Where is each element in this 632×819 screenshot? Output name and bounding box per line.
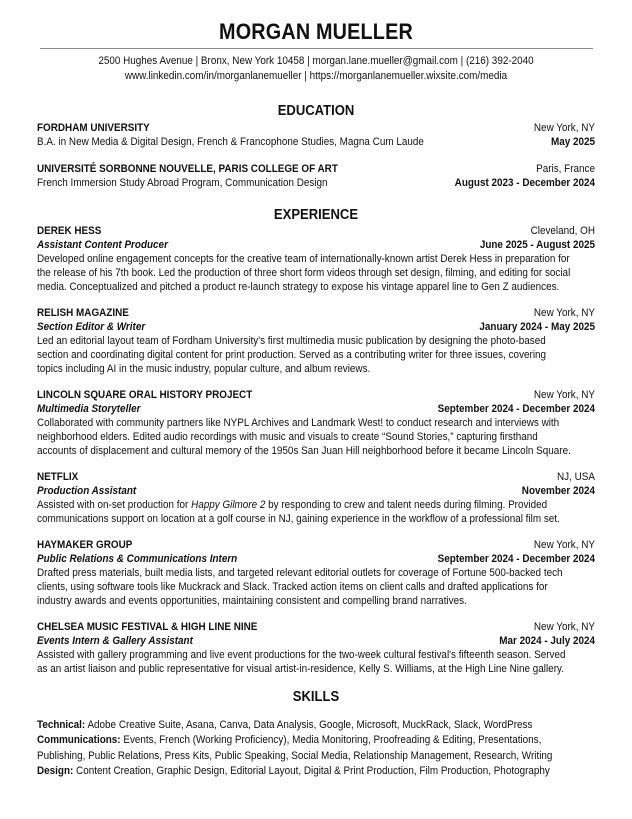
job-title: Events Intern & Gallery Assistant — [37, 635, 193, 647]
skills-section — [37, 718, 595, 779]
skills-label: Design: — [37, 764, 74, 777]
contact-line-links: www.linkedin.com/in/morganlanemueller | https://morganlanemueller.wixsite.com/media — [124, 70, 508, 82]
education-entry — [37, 162, 595, 190]
job-description-line: industry awards and events opportunities, maintaining consistent and compelling brand narratives. — [37, 595, 467, 607]
employer-name: RELISH MAGAZINE — [37, 307, 129, 319]
degree: B.A. in New Media & Digital Design, French & Francophone Studies, Magna Cum Laude — [37, 136, 424, 148]
candidate-name: MORGAN MUELLER — [219, 19, 413, 44]
education-entry — [37, 121, 595, 149]
job-location: New York, NY — [533, 307, 595, 319]
job-description-line: media. Conceptualized and pitched a product re-launch strategy to expose his vintage apparel line to Gen Z audiences. — [37, 281, 560, 293]
job-description-line: communications support on location at a golf course in NJ, gaining experience in the workflow of a professional film set. — [37, 513, 560, 525]
skills-label: Technical: — [37, 719, 86, 731]
job-description-line: accounts of displacement and cultural memory of the 1950s San Juan Hill neighborhood before it became Lincoln Square. — [37, 445, 571, 457]
job-dates: November 2024 — [521, 485, 595, 497]
experience-entry — [37, 470, 595, 526]
school-date: August 2023 - December 2024 — [454, 177, 595, 189]
job-title: Production Assistant — [37, 485, 137, 497]
italic-title: Happy Gilmore 2 — [191, 499, 266, 511]
experience-entry — [37, 388, 595, 458]
school-date: May 2025 — [550, 136, 595, 148]
school-name: UNIVERSITÉ SORBONNE NOUVELLE, PARIS COLLEGE OF ART — [37, 163, 338, 175]
job-description-line: Assisted with gallery programming and live event productions for the two-week cultural festival's fifteenth season. Served — [37, 649, 566, 661]
job-title: Public Relations & Communications Intern — [37, 553, 238, 565]
job-description-line: neighborhood elders. Edited audio recordings with music and visuals to create “Sound Stories,” capturing firsthand — [37, 431, 538, 443]
job-location: New York, NY — [533, 539, 595, 551]
experience-entry — [37, 306, 595, 376]
school-location: Paris, France — [536, 163, 595, 175]
skills-label: Communications: — [37, 734, 121, 747]
job-description-line: Developed online engagement concepts for the creative team of internationally-known artist Derek Hess in preparation for — [37, 253, 570, 265]
job-dates: Mar 2024 - July 2024 — [499, 635, 595, 647]
education-section — [37, 121, 595, 190]
employer-name: NETFLIX — [37, 471, 79, 483]
experience-heading: EXPERIENCE — [273, 207, 359, 223]
skills-communications-cont: Publishing, Public Relations, Press Kits, Public Speaking, Social Media, Relationship Management, Research, Writing — [37, 749, 553, 762]
job-description-line: as an artist liaison and public representative for visual artist-in-residence, Kelly S. Williams, at the High Line Nine gallery. — [37, 663, 564, 675]
experience-entry — [37, 224, 595, 294]
skills-design: Design: Content Creation, Graphic Design, Editorial Layout, Digital & Print Production, Film Production, Photography — [37, 764, 550, 777]
job-description-line: section and coordinating digital content for print production. Served as a contributing writer for three issues, covering — [37, 349, 547, 361]
job-dates: September 2024 - December 2024 — [437, 553, 595, 565]
skills-technical: Technical: Adobe Creative Suite, Asana, Canva, Data Analysis, Google, Microsoft, MuckRack, Slack, WordPress — [37, 719, 533, 731]
skills-heading: SKILLS — [292, 689, 340, 705]
employer-name: DEREK HESS — [37, 225, 102, 237]
employer-name: HAYMAKER GROUP — [37, 539, 133, 551]
job-location: Cleveland, OH — [530, 225, 595, 237]
job-title: Multimedia Storyteller — [37, 403, 141, 415]
job-description-line: Drafted press materials, built media lists, and targeted relevant editorial outlets for coverage of Fortune 500-backed tech — [37, 567, 563, 579]
job-title: Section Editor & Writer — [37, 321, 146, 333]
job-description-line — [37, 498, 595, 512]
job-location: New York, NY — [533, 621, 595, 633]
employer-name: CHELSEA MUSIC FESTIVAL & HIGH LINE NINE — [37, 621, 258, 633]
experience-section — [37, 224, 595, 676]
job-dates: January 2024 - May 2025 — [479, 321, 595, 333]
job-description-line: Collaborated with community partners like NYPL Archives and Landmark West! to conduct research and interviews with — [37, 417, 560, 429]
job-dates: June 2025 - August 2025 — [479, 239, 595, 251]
job-description-line: topics including AI in the music industry, popular culture, and album reviews. — [37, 363, 371, 375]
job-description-line: Led an editorial layout team of Fordham University's first multimedia music publication by designing the photo-based — [37, 335, 546, 347]
description-text: Assisted with on-set production for — [37, 499, 192, 511]
employer-name: LINCOLN SQUARE ORAL HISTORY PROJECT — [37, 389, 253, 401]
contact-line-address: 2500 Hughes Avenue | Bronx, New York 10458 | morgan.lane.mueller@gmail.com | (216) 392-2040 — [98, 55, 534, 67]
job-description-line: the release of his 7th book. Led the production of three short form videos through set design, filming, and editing for social — [37, 267, 571, 279]
job-dates: September 2024 - December 2024 — [437, 403, 595, 415]
degree: French Immersion Study Abroad Program, Communication Design — [37, 177, 328, 189]
experience-entry — [37, 538, 595, 608]
resume-page — [37, 0, 595, 779]
school-location: New York, NY — [533, 122, 595, 134]
contact-info — [37, 54, 595, 84]
job-location: NJ, USA — [557, 471, 595, 483]
education-heading: EDUCATION — [277, 103, 355, 119]
job-location: New York, NY — [533, 389, 595, 401]
job-description-line: clients, using software tools like Muckrack and Slack. Tracked action items on client calls and drafted applications for — [37, 581, 548, 593]
job-title: Assistant Content Producer — [37, 239, 168, 251]
description-text: by responding to crew and talent needs during filming. Provided — [265, 499, 548, 511]
school-name: FORDHAM UNIVERSITY — [37, 122, 150, 134]
skills-communications: Communications: Events, French (Working Proficiency), Media Monitoring, Proofreading & Editing, Presentations, — [37, 734, 542, 747]
experience-entry — [37, 620, 595, 676]
